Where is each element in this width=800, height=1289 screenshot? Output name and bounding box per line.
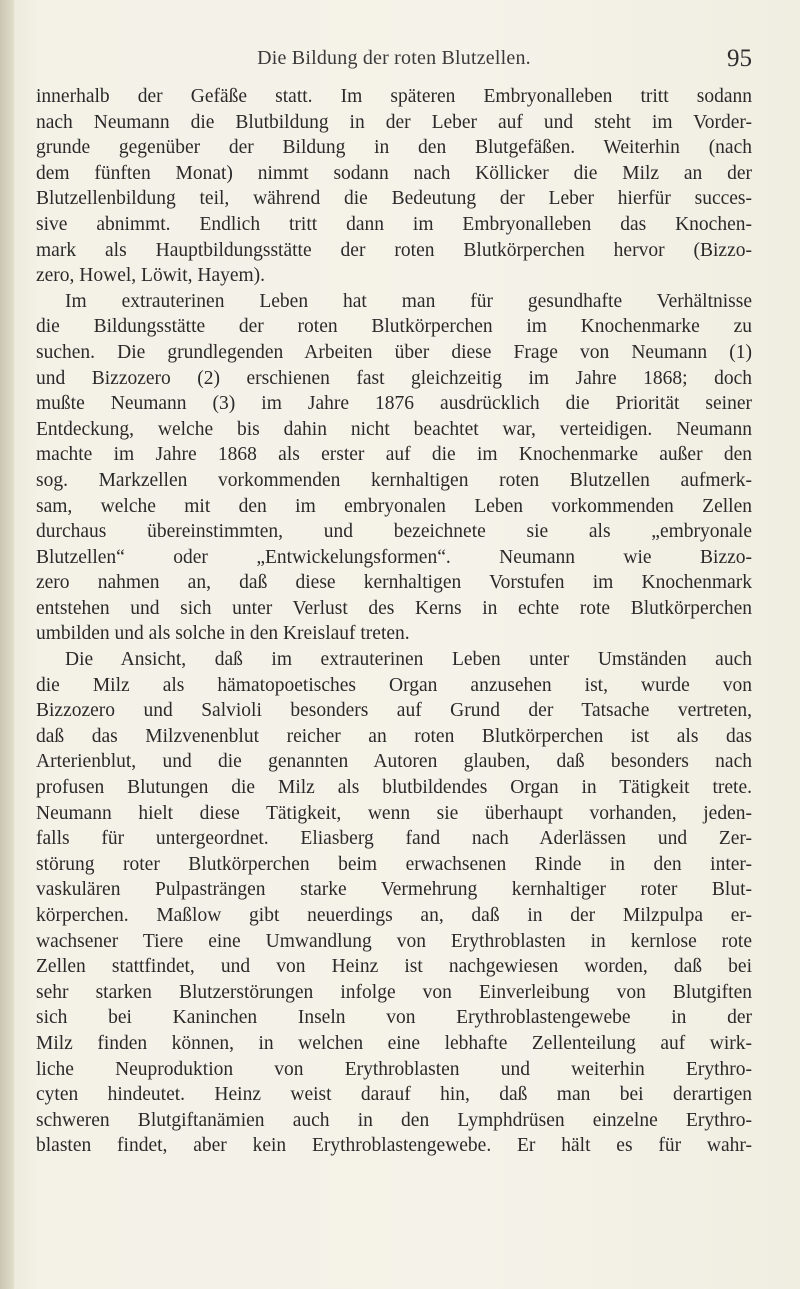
text-line: sive abnimmt. Endlich tritt dann im Embryonalleben das Knochen- [36, 213, 752, 235]
text-line: Arterienblut, und die genannten Autoren glauben, daß besonders nach [36, 751, 752, 773]
text-line: umbilden und als solche in den Kreislauf treten. [36, 623, 410, 645]
running-title: Die Bildung der roten Blutzellen. [257, 47, 531, 69]
text-line: durchaus übereinstimmten, und bezeichnete sie als „embryonale [36, 521, 752, 543]
text-line: falls für untergeordnet. Eliasberg fand nach Aderlässen und Zer- [36, 828, 752, 850]
text-line: nach Neumann die Blutbildung in der Leber auf und steht im Vorder- [36, 111, 752, 133]
text-line: körperchen. Maßlow gibt neuerdings an, daß in der Milzpulpa er- [36, 905, 752, 926]
text-line: die Bildungsstätte der roten Blutkörperchen im Knochenmarke zu [36, 316, 752, 338]
text-line: profusen Blutungen die Milz als blutbildendes Organ in Tätigkeit trete. [36, 777, 752, 799]
text-line: Zellen stattfindet, und von Heinz ist nachgewiesen worden, daß bei [36, 956, 752, 978]
text-line: grunde gegenüber der Bildung in den Blutgefäßen. Weiterhin (nach [36, 137, 752, 159]
text-line: entstehen und sich unter Verlust des Kerns in echte rote Blutkörperchen [36, 597, 752, 619]
text-line: und Bizzozero (2) erschienen fast gleichzeitig im Jahre 1868; doch [36, 367, 752, 389]
paragraph [36, 647, 752, 1159]
text-line: störung roter Blutkörperchen beim erwachsenen Rinde in den inter- [36, 853, 752, 875]
text-line: Im extrauterinen Leben hat man für gesundhafte Verhältnisse [65, 290, 752, 312]
text-line: innerhalb der Gefäße statt. Im späteren Embryonalleben tritt sodann [36, 86, 752, 107]
text-line: liche Neuproduktion von Erythroblasten und weiterhin Erythro- [36, 1058, 752, 1080]
text-line: Blutzellen“ oder „Entwickelungsformen“. Neumann wie Bizzo- [36, 546, 752, 568]
text-line: cyten hindeutet. Heinz weist darauf hin, daß man bei derartigen [36, 1084, 752, 1106]
text-line: schweren Blutgiftanämien auch in den Lymphdrüsen einzelne Erythro- [36, 1109, 752, 1131]
text-line: suchen. Die grundlegenden Arbeiten über diese Frage von Neumann (1) [36, 341, 752, 363]
text-line: zero, Howel, Löwit, Hayem). [36, 265, 266, 287]
page-number: 95 [727, 45, 752, 72]
text-line: zero nahmen an, daß diese kernhaltigen Vorstufen im Knochenmark [36, 572, 752, 594]
text-line: sich bei Kaninchen Inseln von Erythroblastengewebe in der [36, 1007, 752, 1029]
text-line: mußte Neumann (3) im Jahre 1876 ausdrücklich die Priorität seiner [36, 393, 752, 415]
body-text [36, 84, 752, 1159]
text-line: Die Ansicht, daß im extrauterinen Leben unter Umständen auch [65, 649, 752, 671]
text-line: Bizzozero und Salvioli besonders auf Grund der Tatsache vertreten, [36, 700, 752, 722]
text-line: mark als Hauptbildungsstätte der roten Blutkörperchen hervor (Bizzo- [36, 239, 752, 261]
paragraph [36, 84, 752, 289]
text-line: vaskulären Pulpasträngen starke Vermehrung kernhaltiger roter Blut- [36, 879, 752, 901]
paragraph [36, 289, 752, 647]
spine-shadow [0, 0, 14, 1289]
text-line: Blutzellenbildung teil, während die Bedeutung der Leber hierfür succes- [36, 188, 752, 210]
text-line: Milz finden können, in welchen eine lebhafte Zellenteilung auf wirk- [36, 1032, 752, 1054]
text-line: blasten findet, aber kein Erythroblastengewebe. Er hält es für wahr- [36, 1135, 752, 1157]
text-line: daß das Milzvenenblut reicher an roten Blutkörperchen ist als das [36, 725, 752, 747]
text-line: sam, welche mit den im embryonalen Leben vorkommenden Zellen [36, 495, 752, 517]
text-line: wachsener Tiere eine Umwandlung von Erythroblasten in kernlose rote [36, 930, 752, 952]
text-line: sehr starken Blutzerstörungen infolge von Einverleibung von Blutgiften [36, 981, 752, 1003]
text-line: dem fünften Monat) nimmt sodann nach Köllicker die Milz an der [36, 162, 752, 184]
page-header [36, 47, 752, 77]
text-line: Entdeckung, welche bis dahin nicht beachtet war, verteidigen. Neumann [36, 418, 752, 440]
text-line: sog. Markzellen vorkommenden kernhaltigen roten Blutzellen aufmerk- [36, 469, 752, 491]
text-line: Neumann hielt diese Tätigkeit, wenn sie überhaupt vorhanden, jeden- [36, 802, 752, 824]
text-line: die Milz als hämatopoetisches Organ anzusehen ist, wurde von [36, 674, 752, 696]
text-line: machte im Jahre 1868 als erster auf die im Knochenmarke außer den [36, 444, 752, 466]
